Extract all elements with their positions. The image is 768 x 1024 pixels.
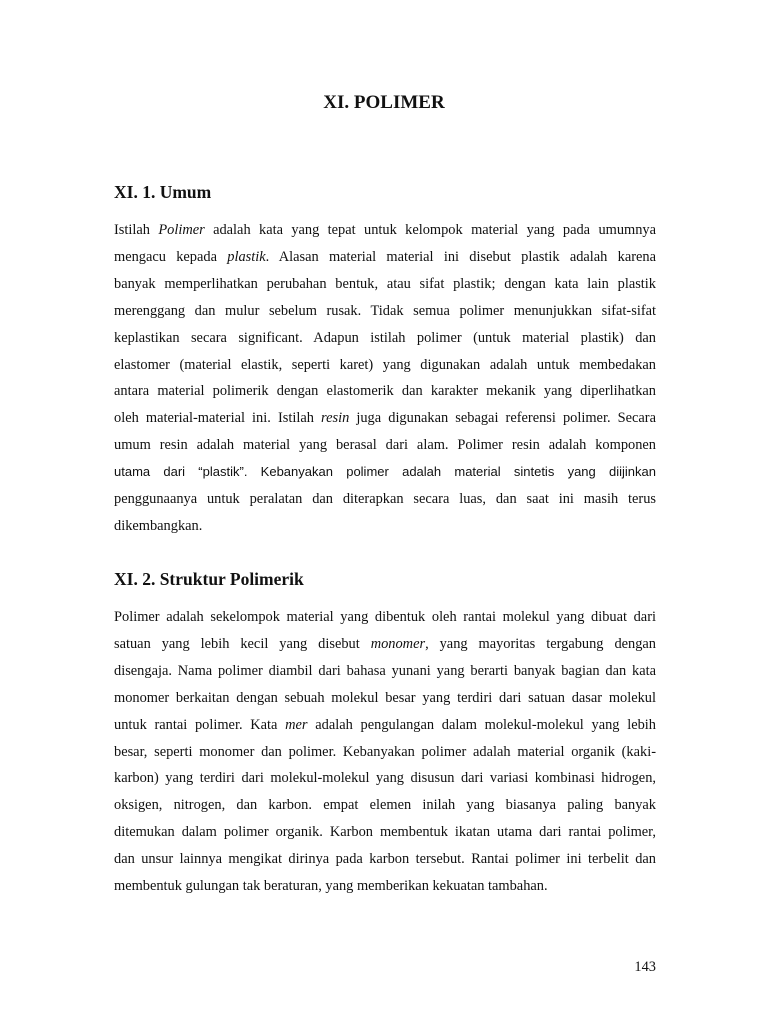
text-line: dikembangkan. [114, 517, 203, 534]
text-line: keplastikan secara significant. Adapun istilah polimer (untuk material plastik) dan [114, 329, 656, 346]
text-line: mengacu kepada plastik. Alasan material material ini disebut plastik adalah karena [114, 248, 656, 265]
italic-term: Polimer [158, 222, 205, 238]
text-line: banyak memperlihatkan perubahan bentuk, atau sifat plastik; dengan kata lain plastik [114, 275, 656, 292]
section-heading-struktur-polimerik: XI. 2. Struktur Polimerik [114, 569, 304, 589]
text-line: disengaja. Nama polimer diambil dari bahasa yunani yang berarti banyak bagian dan kata [114, 662, 656, 679]
text-line: membentuk gulungan tak beraturan, yang memberikan kekuatan tambahan. [114, 878, 548, 895]
section-heading-umum: XI. 1. Umum [114, 182, 212, 202]
text-line: oksigen, nitrogen, dan karbon. empat elemen inilah yang biasanya paling banyak [114, 797, 656, 814]
sans-text: utama dari “plastik”. Kebanyakan polimer adalah material sintetis yang diijinkan [114, 464, 656, 480]
text-line: merenggang dan mulur sebelum rusak. Tidak semua polimer menunjukkan sifat-sifat [114, 302, 656, 319]
text-line: antara material polimerik dengan elastomerik dan karakter mekanik yang diperlihatkan [114, 383, 656, 400]
text-line: untuk rantai polimer. Kata mer adalah pengulangan dalam molekul-molekul yang lebih [114, 716, 656, 733]
text-line: Polimer adalah sekelompok material yang dibentuk oleh rantai molekul yang dibuat dari [114, 609, 656, 625]
italic-term: resin [321, 410, 350, 427]
italic-term: monomer [370, 635, 426, 652]
text-line: karbon) yang terdiri dari molekul-molekul yang disusun dari variasi kombinasi hidrogen, [114, 770, 656, 787]
section-body-umum [114, 217, 656, 540]
text-line: penggunaanya untuk peralatan dan diterapkan secara luas, dan saat ini masih terus [114, 491, 656, 508]
page-number: 143 [634, 959, 656, 975]
section-body-struktur-polimerik [114, 604, 656, 900]
text-line: satuan yang lebih kecil yang disebut monomer, yang mayoritas tergabung dengan [114, 635, 657, 652]
text-line: Istilah Polimer adalah kata yang tepat untuk kelompok material yang pada umumnya [114, 222, 656, 238]
text-line: umum resin adalah material yang berasal dari alam. Polimer resin adalah komponen [114, 437, 656, 454]
italic-term: plastik [227, 248, 266, 265]
text-line: monomer berkaitan dengan sebuah molekul besar yang terdiri dari satuan dasar molekul [114, 689, 656, 706]
text-line: oleh material-material ini. Istilah resin juga digunakan sebagai referensi polimer. Secara [114, 410, 656, 427]
text-line: besar, seperti monomer dan polimer. Kebanyakan polimer adalah material organik (kaki- [114, 743, 656, 760]
text-line: dan unsur lainnya mengikat dirinya pada karbon tersebut. Rantai polimer ini terbelit dan [114, 851, 656, 868]
text-line: elastomer (material elastik, seperti karet) yang digunakan adalah untuk membedakan [114, 356, 656, 373]
text-line: ditemukan dalam polimer organik. Karbon membentuk ikatan utama dari rantai polimer, [114, 824, 656, 841]
text-line [114, 459, 656, 486]
italic-term: mer [285, 716, 308, 733]
page-title: XI. POLIMER [323, 92, 445, 113]
